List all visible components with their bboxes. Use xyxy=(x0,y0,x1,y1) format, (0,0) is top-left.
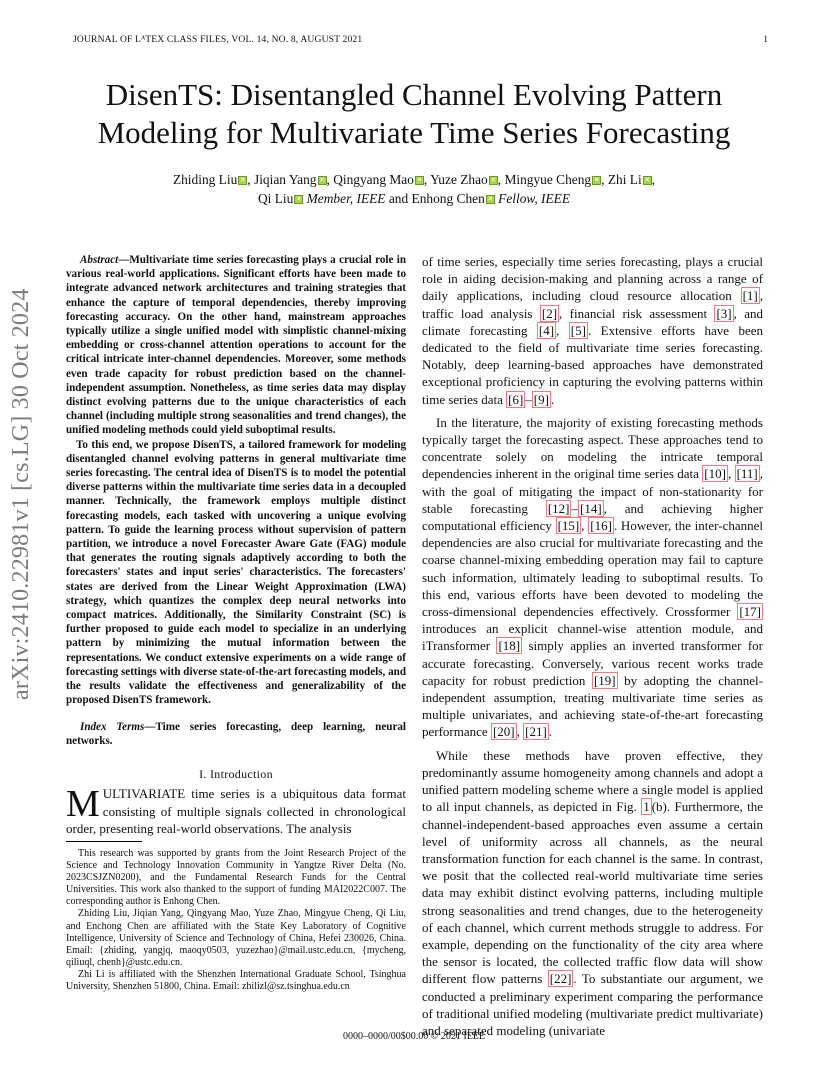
body-text: – xyxy=(571,500,578,516)
citation-link[interactable]: [15] xyxy=(557,518,580,534)
copyright-notice: 0000–0000/00$00.00 © 2021 IEEE xyxy=(342,1031,486,1042)
orcid-icon[interactable] xyxy=(643,176,652,185)
citation-link[interactable]: [11] xyxy=(736,466,758,482)
author-name: and Enhong Chen xyxy=(385,191,485,206)
citation-link[interactable]: [19] xyxy=(593,672,616,688)
orcid-icon[interactable] xyxy=(318,176,327,185)
arxiv-stamp: arXiv:2410.22981v1 [cs.LG] 30 Oct 2024 xyxy=(8,288,34,700)
body-text: of time series, especially time series forecasting, plays a crucial role in aiding decision-making and planning across a range of daily applications, including cloud resource allocation xyxy=(422,254,763,304)
orcid-icon[interactable] xyxy=(486,195,495,204)
section-heading: I. Introduction xyxy=(199,767,273,781)
intro-paragraph xyxy=(66,785,406,838)
intro-text: time series is a ubiquitous data format consisting of multiple signals collected in chronological order, presenting real-world observations. The analysis xyxy=(66,786,406,836)
footnote: Zhiding Liu, Jiqian Yang, Qingyang Mao, Yuze Zhao, Mingyue Cheng, Qi Liu, and Enchong Chen are affiliated with the State Key Laboratory of Cognitive Intelligence, University of Science and Technology of China, Hefei 230026, China. Email: {zhiding, yangjq, maoqy0503, yuzezhao}@mail.ustc.edu.cn, {mycheng, qiliuql, chenh}@ustc.edu.cn. xyxy=(66,908,406,968)
right-column xyxy=(422,253,763,1045)
citation-link[interactable]: [20] xyxy=(492,724,515,740)
body-text: While these methods have proven effective, they predominantly assume homogeneity among channels and adopt a unified pattern modeling scheme where a single model is applied to all input channels, as depicted in Fig. xyxy=(422,747,763,815)
body-text: . However, the inter-channel dependencies are also crucial for multivariate forecasting and the coarse channel-mixing embedding operation may fail to capture such information, ultimately leading to suboptimal results. To this end, various efforts have been devoted to modeling the cross-dimensional dependencies effectively. Crossformer xyxy=(422,518,763,620)
author-name: Yuze Zhao xyxy=(430,172,488,187)
page-number: 1 xyxy=(763,34,768,45)
body-text: , and climate forecasting xyxy=(422,305,764,338)
index-terms-text: —Time series forecasting, deep learning, neural networks. xyxy=(66,721,406,748)
orcid-icon[interactable] xyxy=(592,176,601,185)
orcid-icon[interactable] xyxy=(238,176,247,185)
citation-link[interactable]: [3] xyxy=(716,305,732,321)
running-head: JOURNAL OF LᴬTEX CLASS FILES, VOL. 14, NO. 8, AUGUST 2021 xyxy=(73,34,363,45)
paper-title xyxy=(40,76,788,152)
citation-link[interactable]: [21] xyxy=(525,724,547,740)
body-text: (b). Furthermore, the channel-independent-based approaches even assume a certain level of uniformity across all channels, as the neural transformation function for each channel is the same. In contrast, we posit that the collected real-world multivariate time series data may exhibit distinct evolving patterns, including multiple strong seasonalities and trend changes, due to the heterogeneity of each channel, which current methods struggle to address. For example, depending on the functionality of the city area where the sensor is located, the collected traffic flow data will show different flow patterns xyxy=(422,799,763,987)
citation-link[interactable]: [1] xyxy=(742,288,758,304)
orcid-icon[interactable] xyxy=(415,176,424,185)
author-name: Qi Liu xyxy=(257,191,294,206)
abstract-paragraph: To this end, we propose DisenTS, a tailored framework for modeling disentangled channel evolving patterns in general multivariate time series forecasting. The central idea of DisenTS is to model the potential diverse patterns within the multivariate time series data in a decoupled manner. Technically, the framework employs multiple distinct forecasting models, each tasked with uncovering a unique evolving pattern. To guide the learning process without supervision of pattern partition, we introduce a novel Forecaster Aware Gate (FAG) module that generates the routing signals adaptively according to both the forecasters' states and input series' characteristics. The forecasters' states are derived from the Linear Weight Approximation (LWA) strategy, which quantizes the complex deep neural networks into compact matrices. Additionally, the Similarity Constraint (SC) is further proposed to guide each model to specialize in an underlying pattern by minimizing the mutual information between the representations. We conduct extensive experiments on a wide range of forecasting settings with diverse state-of-the-art forecasting models, and the results validate the effectiveness and generalizability of the proposed DisenTS framework. xyxy=(66,438,406,707)
body-text: , xyxy=(556,322,569,338)
citation-link[interactable]: [2] xyxy=(541,305,558,321)
body-text: , xyxy=(581,518,589,534)
body-paragraph xyxy=(422,253,763,408)
author-affiliation-title: Member, IEEE xyxy=(306,191,386,206)
index-terms xyxy=(66,720,406,748)
citation-link[interactable]: [10] xyxy=(704,466,726,482)
body-paragraph xyxy=(422,747,763,1039)
body-paragraph xyxy=(422,414,763,741)
title-line-2: Modeling for Multivariate Time Series Forecasting xyxy=(97,115,731,150)
citation-link[interactable]: [22] xyxy=(549,971,572,987)
index-terms-label: Index Terms xyxy=(80,721,145,733)
author-line-1: Zhiding Liu✕ , Jiqian Yang✕ , Qingyang Mao✕ , Yuze Zhao✕ , Mingyue Cheng✕ , Zhi Li✕ , xyxy=(40,170,788,189)
citation-link[interactable]: [12] xyxy=(547,500,570,516)
body-text: . xyxy=(550,391,555,407)
footnote: Zhi Li is affiliated with the Shenzhen International Graduate School, Tsinghua University, Shenzhen 51800, China. Email: zhilizl@sz.tsinghua.edu.cn xyxy=(66,968,406,993)
author-name: Qingyang Mao xyxy=(333,172,414,187)
abstract-paragraph: —Multivariate time series forecasting plays a crucial role in various real-world applications. Significant efforts have been made to integrate advanced network architectures and training strategies that enhance the capture of temporal dependencies, thereby improving forecasting accuracy. On the other hand, mainstream approaches typically utilize a single unified model with simplistic channel-mixing embedding or cross-channel attention operations to account for the critical intricate inter-channel dependencies. Moreover, some methods even trade capacity for robust prediction based on the channel-independent assumption. Nonetheless, as time series data may display distinct evolving patterns due to the unique characteristics of each channel (including multiple strong seasonalities and trend changes), the unified modeling methods could yield suboptimal results. xyxy=(66,254,406,437)
citation-link[interactable]: [18] xyxy=(498,638,521,654)
author-affiliation-title: Fellow, IEEE xyxy=(498,191,571,206)
body-text: , financial risk assessment xyxy=(559,305,715,321)
body-text: introduces an explicit channel-wise attention module, and iTransformer xyxy=(422,621,763,654)
body-text: . xyxy=(548,724,553,740)
body-text: , with the goal of mitigating the impact of non-stationarity for stable forecasting xyxy=(422,466,763,516)
body-text: . To substantiate our argument, we conducted a preliminary experiment comparing the performance of traditional unified modeling (multivariate predict multivariate) and separated modeling (univariate xyxy=(422,971,763,1038)
body-text: . Extensive efforts have been dedicated to the field of multivariate time series forecasting. Notably, deep learning-based approaches have demonstrated exceptional proficiency in capturing the evolving patterns within time series data xyxy=(422,322,764,407)
citation-link[interactable]: [4] xyxy=(538,322,555,338)
author-name: Jiqian Yang xyxy=(254,172,317,187)
footnote: This research was supported by grants from the Joint Research Project of the Science and Technology Innovation Community in Yangtze River Delta (No. 2023CSJZN0200), and the Fundamental Research Funds for the Central Universities. This work also thanked to the support of funding MAI2022C007. The corresponding author is Enhong Chen. xyxy=(66,848,406,908)
intro-caps: ULTIVARIATE xyxy=(102,786,186,801)
body-text: In the literature, the majority of existing forecasting methods typically target the forecasting aspect. These approaches tend to concentrate solely on modeling the intricate temporal dependencies inherent in the original time series data xyxy=(422,414,763,482)
abstract-label: Abstract xyxy=(80,254,119,266)
body-text: , xyxy=(516,724,524,740)
citation-link[interactable]: [16] xyxy=(590,518,612,534)
author-name: Zhi Li xyxy=(607,172,642,187)
citation-link[interactable]: [17] xyxy=(739,604,761,620)
body-text: by adopting the channel-independent assumption, treating multivariate time series as multiple univariates, and achieving state-of-the-art forecasting performance xyxy=(422,672,763,740)
author-name: Zhiding Liu xyxy=(172,172,238,187)
orcid-icon[interactable] xyxy=(489,176,498,185)
drop-cap: M xyxy=(66,783,100,825)
body-text: , traffic load analysis xyxy=(422,288,763,321)
abstract xyxy=(66,253,406,708)
footnote-rule xyxy=(66,841,142,842)
citation-link[interactable]: [5] xyxy=(570,322,586,338)
orcid-icon[interactable] xyxy=(294,195,303,204)
citation-link[interactable]: [6] xyxy=(508,391,524,407)
author-name: Mingyue Cheng xyxy=(504,172,592,187)
author-line-2 xyxy=(40,189,788,208)
figure-link[interactable]: 1 xyxy=(643,799,650,815)
footnotes xyxy=(66,848,406,993)
body-text: , xyxy=(727,466,735,482)
body-text: – xyxy=(525,391,532,407)
body-text: , and achieving higher computational efficiency xyxy=(422,500,764,534)
citation-link[interactable]: [9] xyxy=(533,391,549,407)
body-text: simply applies an inverted transformer for accurate forecasting. Conversely, various recent works trade capacity for robust prediction xyxy=(422,638,764,688)
citation-link[interactable]: [14] xyxy=(579,500,602,516)
title-line-1: DisenTS: Disentangled Channel Evolving Pattern xyxy=(105,77,723,112)
